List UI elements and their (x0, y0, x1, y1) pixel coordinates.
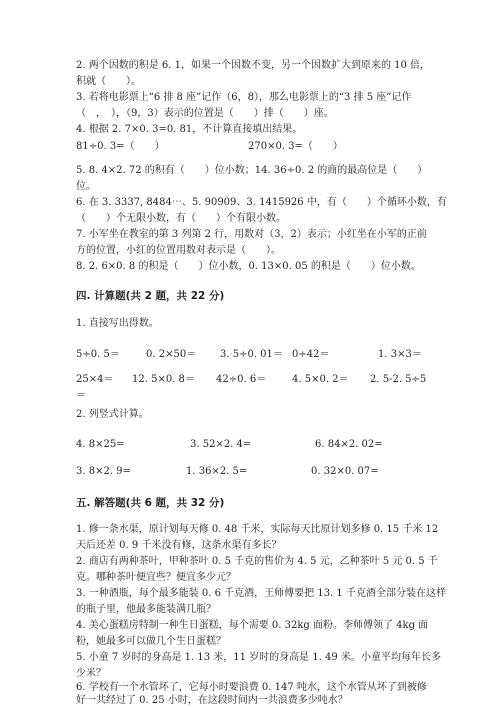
q3-2-line1: 2. 两个因数的积是 6. 1，如果一个因数不变，另一个因数扩大到原来的 10 倍， (76, 60, 431, 71)
s5-line-3: 2. 商店有两种茶叶，甲种茶叶 0. 5 千克的售价为 4. 5 元，乙种茶叶 5 元 0. 5 千 (76, 556, 438, 567)
s5-line-10: 少米？ (76, 668, 106, 679)
calc-r1-c3: 3. 5÷0. 01＝ (220, 349, 283, 360)
calc-r2-c2: 12. 5×0. 8＝ (132, 374, 195, 385)
vert-r2-c1: 3. 8×2. 9= (76, 466, 131, 477)
section5-heading: 五. 解答题(共 6 题，共 32 分) (76, 497, 225, 509)
q3-3-line2: （ ， ），（9，3）表示的位置是（ ）排（ ）座。 (76, 108, 334, 119)
calc-r1-c2: 0. 2×50＝ (146, 349, 197, 360)
calc-r2-c5: 2. 5-2. 5÷5 (370, 374, 427, 385)
vert-r1-c1: 4. 8×25= (76, 439, 125, 450)
calc-r2-c4: 4. 5×0. 2＝ (292, 374, 349, 385)
q3-6-line2: （ ）个无限小数，有（ ）个有限小数。 (76, 213, 286, 224)
q3-4-text: 4. 根据 2. 7×0. 3=0. 81，不计算直接填出结果。 (76, 124, 303, 135)
calc-r2-c5-cont: ＝ (76, 390, 86, 401)
q3-3-line1: 3. 若将电影票上“6 排 8 座”记作（6，8），那么电影票上的“3 排 5 座”记作 (76, 92, 412, 103)
calc-r2-c3: 42÷0. 6＝ (216, 374, 267, 385)
calc-r1-c4: 0÷42＝ (292, 349, 330, 360)
section4-q1: 1. 直接写出得数。 (76, 318, 159, 329)
vert-r2-c3: 0. 32×0. 07= (311, 466, 379, 477)
s5-line-9: 5. 小童 7 岁时的身高是 1. 13 米，11 岁时的身高是 1. 49 米。小童平均每年长多 (76, 652, 441, 663)
s5-line-2: 天后还差 0. 9 千米没有修，这条水渠有多长？ (76, 540, 282, 551)
s5-line-4: 克。哪种茶叶便宜些？便宜多少元？ (76, 572, 236, 583)
q3-7-line2: 方的位置，小红的位置用数对表示是（ ）。 (76, 245, 281, 256)
q3-6-line1: 6. 在 3. 3337, 8484⋯、5. 90909、3. 1415926 中，有（ ）个循环小数，有 (76, 197, 447, 208)
q3-5-line2: 位。 (76, 181, 96, 192)
q3-8-text: 8. 2. 6×0. 8 的积是（ ）位小数，0. 13×0. 05 的积是（ ）位小数。 (76, 261, 421, 272)
s5-line-12: 好一共经过了 0. 25 小时，在这段时间内一共浪费多少吨水？ (76, 695, 348, 706)
q3-5-line1: 5. 8. 4×2. 72 的积有（ ）位小数；14. 36÷0. 2 的商的最高位是（ ） (76, 165, 428, 176)
s5-line-1: 1. 修一条水渠，原计划每天修 0. 48 千米，实际每天比原计划多修 0. 15 千米 12 (76, 524, 439, 535)
calc-r1-c1: 5÷0. 5＝ (76, 349, 120, 360)
s5-line-7: 4. 美心蛋糕房特制一种生日蛋糕，每个需要 0. 32kg 面粉。李师傅领了 4kg 面 (76, 620, 429, 631)
q3-4-item-2: 270×0. 3=（ ） (248, 141, 343, 152)
vert-r1-c2: 3. 52×2. 4= (190, 439, 252, 450)
vert-r2-c2: 1. 36×2. 5= (186, 466, 248, 477)
calc-r1-c5: 1. 3×3＝ (378, 349, 422, 360)
q3-2-line2: 积就（ ）。 (76, 76, 141, 87)
q3-4-item-1: 81÷0. 3=（ ） (76, 141, 165, 152)
s5-line-8: 粉，她最多可以做几个生日蛋糕？ (76, 636, 226, 647)
s5-line-11: 6. 学校有一个水管坏了，它每小时要浪费 0. 147 吨水，这个水管从坏了到被修 (76, 682, 427, 693)
q3-7-line1: 7. 小军坐在教室的第 3 列第 2 行，用数对（3，2）表示；小红坐在小军的正前 (76, 229, 427, 240)
calc-r2-c1: 25×4＝ (76, 374, 114, 385)
s5-line-6: 的瓶子里，他最多能装满几瓶？ (76, 604, 216, 615)
section4-q2: 2. 列竖式计算。 (76, 409, 149, 420)
vert-r1-c3: 6. 84×2. 02= (315, 439, 383, 450)
section4-heading: 四. 计算题(共 2 题，共 22 分) (76, 290, 225, 302)
s5-line-5: 3. 一种酒瓶，每个最多能装 0. 6 千克酒，王师傅要把 13. 1 千克酒全部分装在这样 (76, 588, 446, 599)
